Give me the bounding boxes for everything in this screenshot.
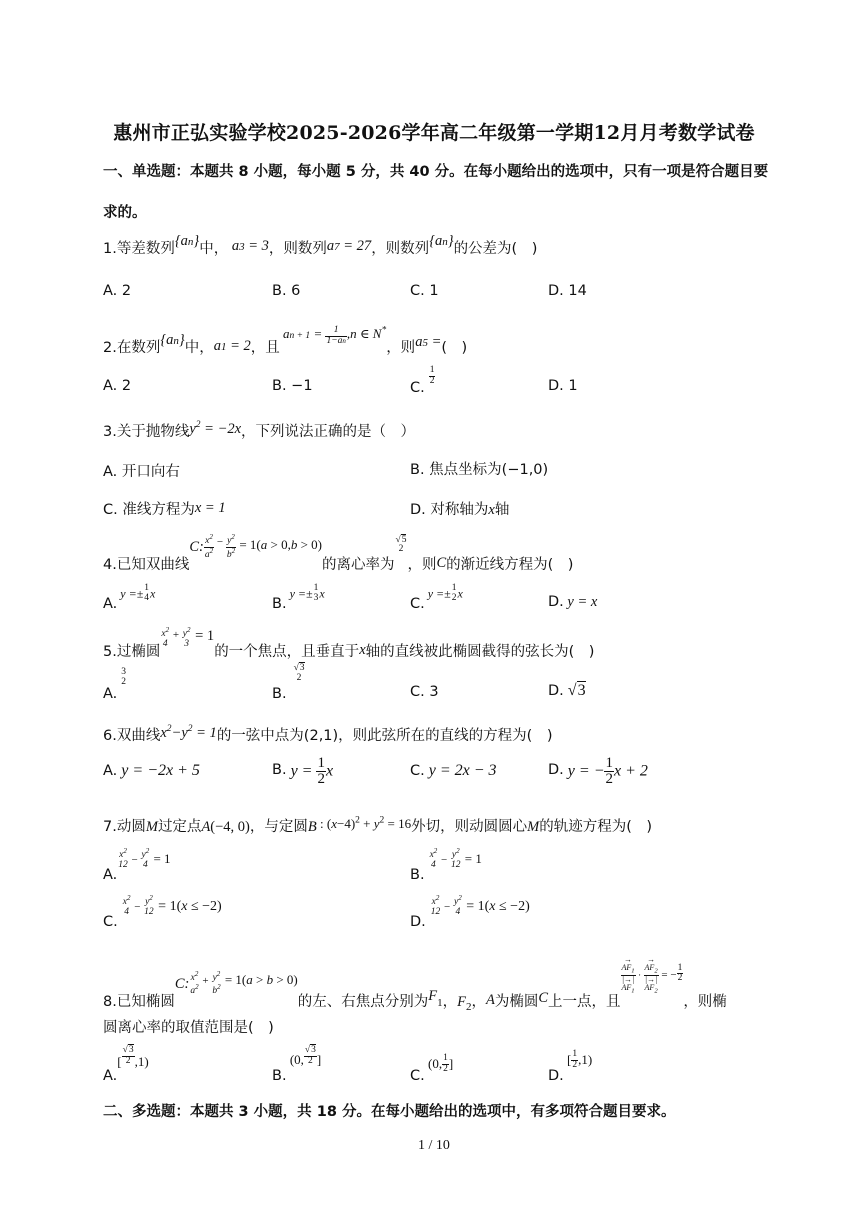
q1-option-d[interactable]: D. 14	[548, 283, 587, 299]
q3-stem: 3.关于抛物线	[103, 424, 190, 440]
q1-text: 中，	[199, 241, 229, 257]
q5-option-b[interactable]: B. √3 2	[272, 663, 305, 702]
page-title: 惠州市正弘实验学校2025-2026学年高二年级第一学期12月月考数学试卷	[113, 122, 755, 144]
q8-option-c-label: C.	[410, 1068, 425, 1084]
q7-option-c[interactable]: C. $x^2$ 4 − $y^2$ 12 = 1(x ≤ −2)	[103, 894, 222, 931]
q2-stem: 2.在数列	[103, 340, 161, 356]
q8-option-a[interactable]: A.[ $\frac{√3}{2}$ ,1)	[103, 1045, 149, 1084]
q2-text: 中，	[184, 340, 214, 356]
q1-stem: 1.等差数列	[103, 241, 175, 257]
q5-option-d[interactable]: D. √3	[548, 682, 586, 699]
q7-option-c-label: C.	[103, 914, 118, 931]
q6-option-d[interactable]: D. y = − $\frac{1}{2}$ x + 2	[548, 755, 648, 787]
q5-stem: 5.过椭圆	[103, 644, 161, 660]
q3-axis-text: 轴	[494, 502, 510, 518]
q8-stem: 8.已知椭圆	[103, 993, 175, 1010]
q1-option-c[interactable]: C. 1	[410, 283, 439, 299]
q7-text: 过定点	[157, 819, 202, 835]
question-4: 4.已知双曲线C: $\frac{x^2}{a^2}$ − $\frac{y^2}{b^2}$ = 1(a > 0,b > 0)的离心率为 √5 2 ，则C的渐近线方程为( )	[103, 533, 574, 574]
q8-text: 的左、右焦点分别为	[297, 993, 429, 1010]
q6-text: 的一弦中点为(2,1)，则此弦所在的直线的方程为( )	[216, 728, 553, 744]
q2-option-b[interactable]: B. −1	[272, 378, 313, 394]
question-7: 7.动圆M过定点A(−4, 0)，与定圆B : $(x-4)^2 + y^2 = 16$外切，则动圆圆心M的轨迹方程为( )	[103, 815, 653, 835]
q2-option-c[interactable]: C. $\frac{1}{2}$	[410, 365, 435, 396]
q8-text: 为椭圆	[494, 993, 539, 1010]
q1-option-a[interactable]: A. 2	[103, 283, 132, 299]
q6-option-d-label: D.	[548, 761, 564, 778]
q1-option-b[interactable]: B. 6	[272, 283, 301, 299]
q7-stem: 7.动圆	[103, 819, 146, 835]
question-5: 5.过椭圆 $x^2$ 4 + $y^2$ 3 = 1的一个焦点，且垂直于x轴的直线被此椭圆截得的弦长为( )	[103, 625, 595, 660]
question-6: 6.双曲线$x^2-y^2 = 1$的一弦中点为(2,1)，则此弦所在的直线的方程为( )	[103, 724, 553, 744]
q1-text: ，则数列	[268, 241, 327, 257]
q3-option-c[interactable]: C. 准线方程为x = 1	[103, 500, 226, 518]
q5-text: 的一个焦点，且垂直于	[214, 644, 360, 660]
section-1-header-cont: 求的。	[103, 205, 147, 221]
q8-text: 上一点，且	[548, 993, 621, 1010]
q4-stem: 4.已知双曲线	[103, 557, 190, 574]
q7-text: 外切，则动圆圆心	[411, 819, 528, 835]
q8-option-d-label: D.	[548, 1068, 564, 1084]
q3-option-c-label: C. 准线方程为	[103, 502, 195, 518]
q4-option-d-label: D.	[548, 594, 564, 610]
q7-option-a[interactable]: A. $x^2$ 12 − $y^2$ 4 = 1	[103, 847, 171, 884]
q6-option-c[interactable]: C. y = 2x − 3	[410, 762, 497, 779]
q8-option-c[interactable]: C. (0, $\frac{1}{2}$ ]	[410, 1053, 454, 1084]
q6-option-b[interactable]: B. y = $\frac{1}{2}$ x	[272, 755, 334, 787]
q3-option-d-label: D. 对称轴为	[410, 502, 489, 518]
q8-text: ，则椭	[683, 993, 727, 1010]
q6-option-a[interactable]: A. y = −2x + 5	[103, 762, 200, 779]
q4-text: 的渐近线方程为( )	[446, 557, 574, 574]
q7-option-b[interactable]: B. $x^2$ 4 − $y^2$ 12 = 1	[410, 847, 482, 884]
q6-option-b-label: B.	[272, 761, 287, 778]
q6-option-a-label: A.	[103, 763, 118, 779]
q8-option-d[interactable]: D. [ $\frac{1}{2}$ ,1)	[548, 1049, 593, 1084]
q2-option-c-label: C.	[410, 380, 425, 396]
q7-text: 的轨迹方程为( )	[539, 819, 653, 835]
q5-option-d-label: D.	[548, 683, 564, 699]
q2-text: ( )	[441, 340, 468, 356]
q7-option-a-label: A.	[103, 867, 118, 884]
q2-text: ，且	[250, 340, 280, 356]
q4-option-a[interactable]: A. y =± 1 4 x	[103, 583, 156, 612]
q8-option-b-label: B.	[272, 1068, 287, 1084]
q2-option-d[interactable]: D. 1	[548, 378, 578, 394]
q4-option-a-label: A.	[103, 595, 118, 612]
q4-option-c[interactable]: C. y =± 1 2 x	[410, 583, 463, 612]
q2-option-a[interactable]: A. 2	[103, 378, 132, 394]
q5-option-c[interactable]: C. 3	[410, 684, 439, 700]
q8-option-b[interactable]: B. (0, $\frac{√3}{2}$ ]	[272, 1045, 322, 1084]
q4-option-c-label: C.	[410, 595, 425, 612]
question-3: 3.关于抛物线$y^2 = -2x$，下列说法正确的是（ ）	[103, 420, 416, 440]
q6-stem: 6.双曲线	[103, 728, 161, 744]
q8-option-a-label: A.	[103, 1068, 118, 1084]
section-1-header: 一、单选题：本题共 8 小题，每小题 5 分，共 40 分。在每小题给出的选项中，只有一项是符合题目要	[103, 164, 769, 180]
q3-option-d[interactable]: D. 对称轴为x轴	[410, 502, 510, 518]
q3-option-a[interactable]: A. 开口向右	[103, 464, 180, 480]
q7-option-d[interactable]: D. $x^2$ 12 − $y^2$ 4 = 1(x ≤ −2)	[410, 894, 530, 931]
section-2-header: 二、多选题：本题共 3 小题，共 18 分。在每小题给出的选项中，有多项符合题目要求。	[103, 1104, 676, 1120]
q4-text: ，则	[407, 557, 437, 574]
q4-text: 的离心率为	[322, 557, 395, 574]
q2-text: ，则	[386, 340, 416, 356]
q7-text: ，与定圆	[249, 819, 308, 835]
q6-option-c-label: C.	[410, 763, 425, 779]
q7-option-b-label: B.	[410, 867, 425, 884]
q5-option-a-label: A.	[103, 685, 118, 702]
q4-option-d[interactable]: D. y = x	[548, 594, 598, 610]
q1-text: 的公差为( )	[453, 241, 538, 257]
q3-text: ，下列说法正确的是（ ）	[241, 424, 416, 440]
q3-option-b[interactable]: B. 焦点坐标为(−1,0)	[410, 462, 549, 478]
q4-option-b-label: B.	[272, 595, 287, 612]
q5-text: 轴的直线被此椭圆截得的弦长为( )	[365, 644, 595, 660]
question-1: 1.等差数列{an}中， a3 = 3，则数列a7 = 27，则数列{an}的公差为( )	[103, 233, 538, 257]
question-8-cont: 圆离心率的取值范围是( )	[103, 1020, 274, 1036]
q5-option-b-label: B.	[272, 685, 287, 702]
question-2: 2.在数列{an}中，a1 = 2，且 an + 1 = $\frac{1}{1-an}$ ,n ∈ N*，则a5 =( )	[103, 325, 468, 356]
q4-option-b[interactable]: B. y =± 1 3 x	[272, 583, 325, 612]
q7-option-d-label: D.	[410, 914, 426, 931]
question-8: 8.已知椭圆C: $x^2$ $a^2$ $_+$ $y^2$ $b^2$ = 1(a > b > 0)的左、右焦点分别为$F_1$，$F_2$，A为椭圆C上一点，且 → $AF_1$ |→| $AF_1$ $_\cdot$ → $AF_2$ |→| $AF_2$ $_{= -}$ $\frac{1}{2}$ ，则椭	[103, 955, 727, 1013]
q5-option-a[interactable]: A. 3 2	[103, 667, 127, 702]
page-number: 1 / 10	[418, 1138, 450, 1153]
